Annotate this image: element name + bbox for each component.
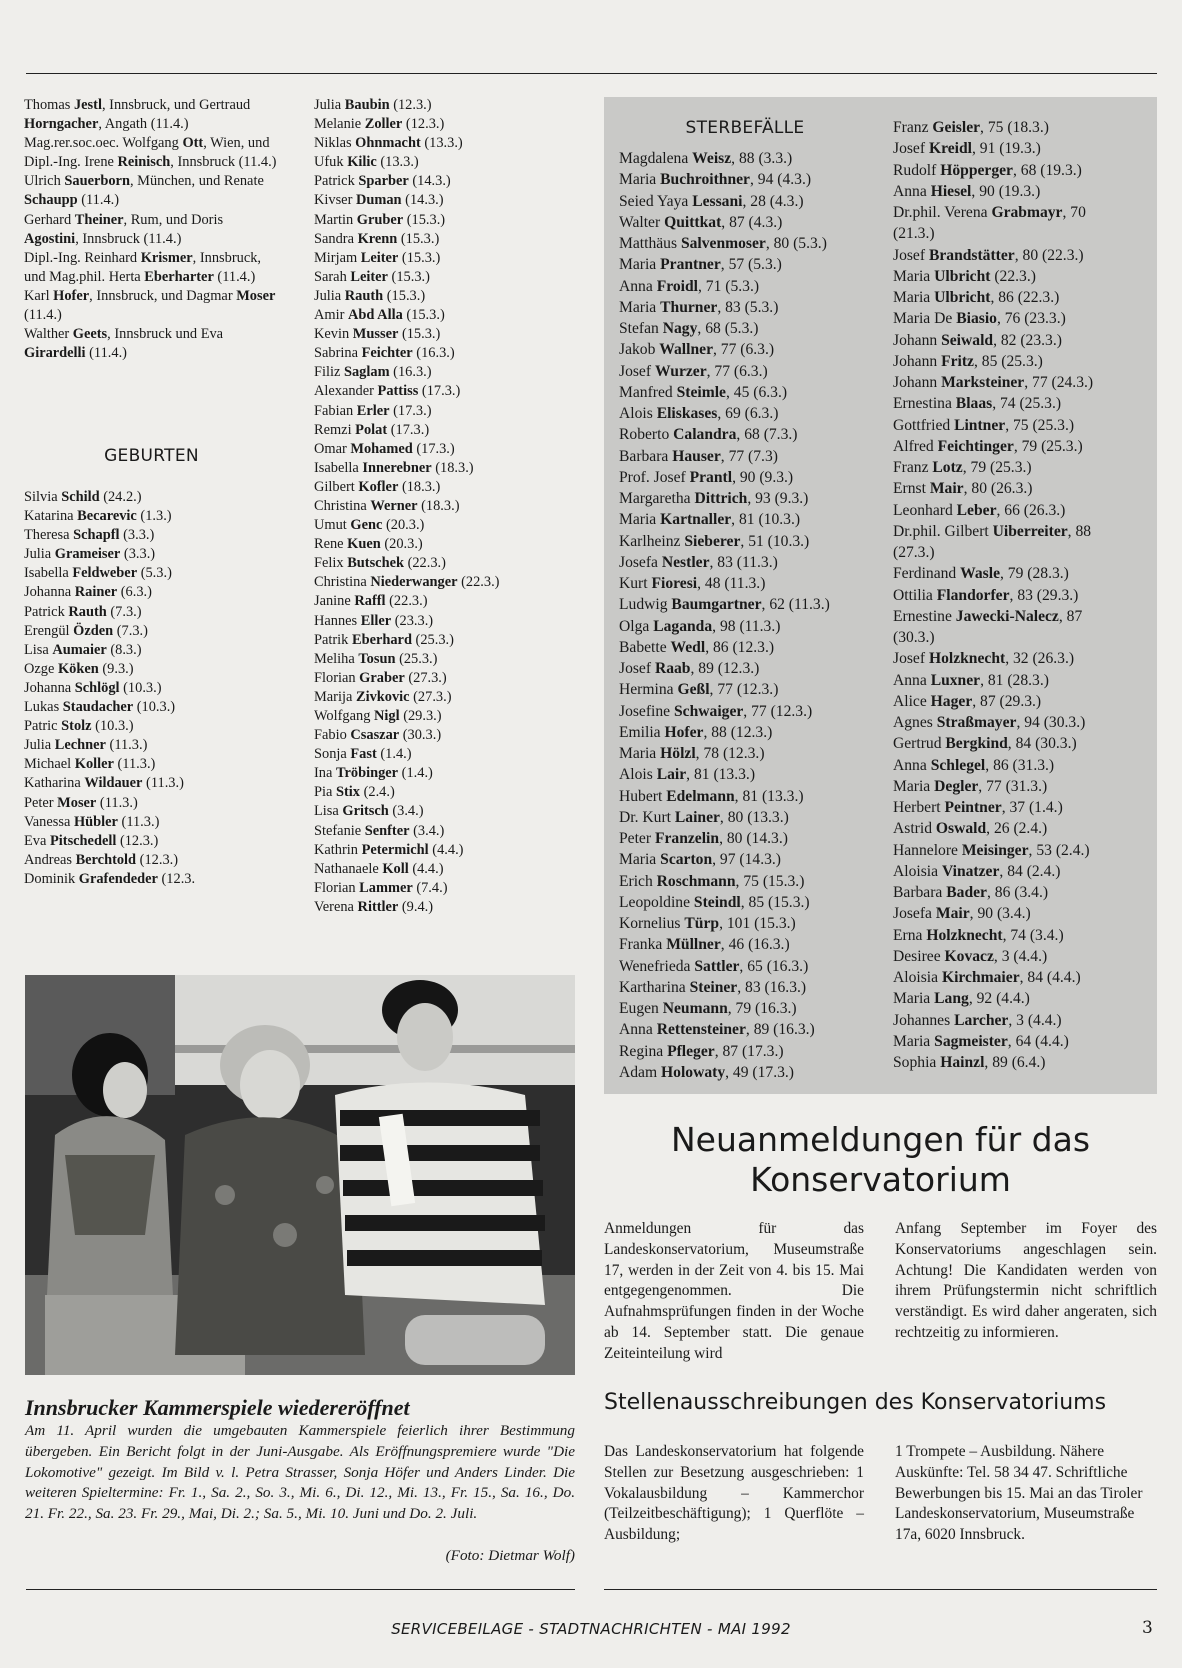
death-entry: Dr.phil. Gilbert Uiberreiter, 88 (893, 522, 1092, 540)
death-entry: Franz Lotz, 79 (25.3.) (893, 459, 1032, 476)
birth-entry: Remzi Polat (17.3.) (314, 421, 430, 438)
death-entry: Erich Roschmann, 75 (15.3.) (619, 872, 805, 890)
death-entry: Emilia Hofer, 88 (12.3.) (619, 723, 773, 741)
death-entry: Josef Brandstätter, 80 (22.3.) (893, 246, 1084, 264)
death-entry: (27.3.) (893, 544, 935, 561)
death-entry: Maria Hölzl, 78 (12.3.) (619, 745, 765, 762)
birth-entry: Vanessa Hübler (11.3.) (24, 813, 160, 830)
birth-entry: Fabio Csaszar (30.3.) (314, 727, 442, 744)
death-entry: Matthäus Salvenmoser, 80 (5.3.) (619, 235, 827, 252)
registration-heading (604, 1120, 1157, 1200)
birth-entry: Christina Werner (18.3.) (314, 497, 460, 514)
death-entry: Rudolf Höpperger, 68 (19.3.) (893, 161, 1082, 179)
birth-entry: Janine Raffl (22.3.) (314, 593, 428, 610)
death-entry: Babette Wedl, 86 (12.3.) (619, 638, 775, 656)
deaths-list-2 (893, 117, 1155, 1073)
death-entry: Hubert Edelmann, 81 (13.3.) (619, 787, 804, 805)
birth-entry: Florian Lammer (7.4.) (314, 879, 448, 896)
birth-entry: Hannes Eller (23.3.) (314, 612, 434, 629)
birth-entry: Erengül Özden (7.3.) (24, 622, 148, 639)
death-entry: Aloisia Vinatzer, 84 (2.4.) (893, 862, 1061, 880)
death-entry: Jakob Wallner, 77 (6.3.) (619, 341, 775, 359)
death-entry: Anna Froidl, 71 (5.3.) (619, 277, 760, 295)
registration-text-1: Anmeldungen für das Landeskonservatorium, Museumstraße 17, werden in der Zeit von 4. bis 15. Mai entgegengenommen. Die Aufnahmsprüfungen finden in der Woche ab 14. September statt. Die genaue Zeiteinteilung wird (604, 1220, 864, 1362)
death-entry: Astrid Oswald, 26 (2.4.) (893, 820, 1048, 838)
birth-entry: Christina Niederwanger (22.3.) (314, 574, 500, 591)
birth-entry: Eva Pitschedell (12.3.) (24, 832, 159, 849)
birth-entry: Fabian Erler (17.3.) (314, 402, 432, 419)
death-entry: Maria Degler, 77 (31.3.) (893, 777, 1048, 795)
death-entry: Maria Thurner, 83 (5.3.) (619, 298, 779, 316)
death-entry: Maria De Biasio, 76 (23.3.) (893, 310, 1066, 328)
jobs-heading: Stellenausschreibungen des Konservatoriums (604, 1390, 1107, 1415)
death-entry: Kurt Fioresi, 48 (11.3.) (619, 575, 766, 592)
birth-entry: Katharina Wildauer (11.3.) (24, 775, 184, 792)
birth-entry: Patric Stolz (10.3.) (24, 718, 134, 735)
death-entry: Ottilia Flandorfer, 83 (29.3.) (893, 586, 1079, 604)
birth-entry: Florian Graber (27.3.) (314, 669, 447, 686)
death-entry: Maria Buchroithner, 94 (4.3.) (619, 171, 812, 189)
death-entry: (21.3.) (893, 225, 935, 243)
births-list-2 (314, 96, 594, 917)
birth-entry: Dominik Grafendeder (12.3. (24, 870, 196, 887)
birth-entry: Andreas Berchtold (12.3.) (24, 851, 179, 868)
birth-entry: Kevin Musser (15.3.) (314, 326, 441, 343)
birth-entry: Pia Stix (2.4.) (314, 784, 395, 801)
death-entry: Maria Lang, 92 (4.4.) (893, 990, 1030, 1008)
birth-entry: Sonja Fast (1.4.) (314, 746, 412, 763)
birth-entry: Julia Lechner (11.3.) (24, 737, 148, 754)
birth-entry: Filiz Saglam (16.3.) (314, 364, 432, 381)
birth-entry: Nathanaele Koll (4.4.) (314, 860, 444, 877)
death-entry: Anna Hiesel, 90 (19.3.) (893, 182, 1041, 200)
death-entry: Aloisia Kirchmaier, 84 (4.4.) (893, 969, 1081, 986)
birth-entry: Silvia Schild (24.2.) (24, 489, 142, 505)
death-entry: Ernestina Blaas, 74 (25.3.) (893, 395, 1062, 413)
birth-entry: Umut Genc (20.3.) (314, 517, 425, 534)
birth-entry: Sandra Krenn (15.3.) (314, 230, 440, 247)
birth-entry: Niklas Ohnmacht (13.3.) (314, 135, 463, 152)
death-entry: (30.3.) (893, 629, 935, 646)
birth-entry: Meliha Tosun (25.3.) (314, 650, 438, 667)
birth-entry: Lisa Aumaier (8.3.) (24, 641, 142, 658)
birth-entry: Melanie Zoller (12.3.) (314, 116, 445, 133)
birth-entry: Ufuk Kilic (13.3.) (314, 154, 419, 171)
death-entry: Manfred Steimle, 45 (6.3.) (619, 383, 788, 401)
death-entry: Ferdinand Wasle, 79 (28.3.) (893, 565, 1069, 583)
page-footer: SERVICEBEILAGE - STADTNACHRICHTEN - MAI 1992 (391, 1620, 791, 1638)
death-entry: Herbert Peintner, 37 (1.4.) (893, 799, 1063, 816)
death-entry: Maria Prantner, 57 (5.3.) (619, 256, 782, 274)
death-entry: Anna Luxner, 81 (28.3.) (893, 671, 1049, 689)
birth-entry: Katarina Becarevic (1.3.) (24, 508, 172, 525)
death-entry: Wenefrieda Sattler, 65 (16.3.) (619, 957, 809, 975)
death-entry: Dr.phil. Verena Grabmayr, 70 (893, 204, 1086, 221)
birth-entry: Peter Moser (11.3.) (24, 794, 138, 811)
death-entry: Maria Ulbricht (22.3.) (893, 267, 1036, 285)
death-entry: Desiree Kovacz, 3 (4.4.) (893, 947, 1048, 965)
death-entry: Eugen Neumann, 79 (16.3.) (619, 1000, 797, 1017)
births-list-1 (24, 488, 284, 889)
death-entry: Erna Holzknecht, 74 (3.4.) (893, 926, 1064, 944)
death-entry: Josefa Mair, 90 (3.4.) (893, 905, 1031, 923)
birth-entry: Omar Mohamed (17.3.) (314, 440, 455, 457)
death-entry: Prof. Josef Prantl, 90 (9.3.) (619, 468, 794, 486)
birth-entry: Wolfgang Nigl (29.3.) (314, 708, 442, 724)
death-entry: Maria Ulbricht, 86 (22.3.) (893, 289, 1060, 306)
birth-entry: Isabella Innerebner (18.3.) (314, 459, 474, 476)
birth-entry: Johanna Schlögl (10.3.) (24, 679, 162, 696)
birth-entry: Julia Grameiser (3.3.) (24, 546, 156, 563)
birth-entry: Johanna Rainer (6.3.) (24, 584, 152, 601)
death-entry: Hannelore Meisinger, 53 (2.4.) (893, 841, 1090, 859)
death-entry: Ludwig Baumgartner, 62 (11.3.) (619, 596, 830, 614)
photo-caption-body: Am 11. April wurden die umgebauten Kammerspiele feierlich ihrer Bestimmung übergeben. Ein Bericht folgt in der Juni-Ausgabe. Als Eröffnungspremiere wurde "Die Lokomotive" gezeigt. Im Bild v. l. Petra Strasser, Sonja Höfer und Anders Linder. Die weiteren Spieltermine: Fr. 1., Sa. 2., So. 3., Mi. 6., Di. 12., Mi. 13., Fr. 15., Sa. 16., Do. 21. Fr. 22., Sa. 23. Fr. 29., Mai, Di. 2.; Sa. 5., Mi. 10. Juni und Do. 2. Juli. (25, 1422, 575, 1523)
death-entry: Hermina Geßl, 77 (12.3.) (619, 681, 779, 699)
birth-entry: Ina Tröbinger (1.4.) (314, 765, 433, 782)
death-entry: Alois Lair, 81 (13.3.) (619, 766, 756, 784)
death-entry: Josef Wurzer, 77 (6.3.) (619, 362, 768, 380)
death-entry: Maria Scarton, 97 (14.3.) (619, 851, 781, 869)
wedding-entry: Thomas Jestl, Innsbruck, und Gertraud Horngacher, Angath (11.4.) (24, 97, 251, 133)
death-entry: Johann Fritz, 85 (25.3.) (893, 352, 1043, 370)
birth-entry: Verena Rittler (9.4.) (314, 898, 434, 915)
birth-entry: Kathrin Petermichl (4.4.) (314, 841, 464, 858)
birth-entry: Patrick Sparber (14.3.) (314, 173, 451, 190)
birth-entry: Theresa Schapfl (3.3.) (24, 527, 155, 544)
death-entry: Walter Quittkat, 87 (4.3.) (619, 213, 783, 231)
birth-entry: Patrik Eberhard (25.3.) (314, 631, 454, 648)
birth-entry: Lukas Staudacher (10.3.) (24, 699, 176, 716)
death-entry: Johann Marksteiner, 77 (24.3.) (893, 374, 1094, 391)
top-rule (26, 73, 1157, 74)
birth-entry: Amir Abd Alla (15.3.) (314, 307, 445, 324)
death-entry: Johann Seiwald, 82 (23.3.) (893, 331, 1062, 349)
death-entry: Josef Kreidl, 91 (19.3.) (893, 140, 1041, 158)
birth-entry: Julia Baubin (12.3.) (314, 97, 432, 113)
birth-entry: Mirjam Leiter (15.3.) (314, 249, 441, 266)
death-entry: Barbara Bader, 86 (3.4.) (893, 884, 1049, 901)
death-entry: Magdalena Weisz, 88 (3.3.) (619, 150, 793, 167)
death-entry: Kornelius Türp, 101 (15.3.) (619, 915, 796, 932)
death-entry: Josef Holzknecht, 32 (26.3.) (893, 650, 1075, 668)
death-entry: Ernst Mair, 80 (26.3.) (893, 480, 1033, 498)
death-entry: Maria Sagmeister, 64 (4.4.) (893, 1032, 1069, 1050)
death-entry: Josefine Schwaiger, 77 (12.3.) (619, 702, 813, 720)
death-entry: Leopoldine Steindl, 85 (15.3.) (619, 893, 810, 911)
birth-entry: Ozge Köken (9.3.) (24, 660, 134, 677)
registration-text-2: Anfang September im Foyer des Konservatoriums angeschlagen sein. Achtung! Die Kandidaten werden von ihrem Prüfungstermin nicht schriftlich verständigt. Es wird daher angeraten, sich rechtzeitig zu informieren. (895, 1220, 1157, 1341)
death-entry: Kartharina Steiner, 83 (16.3.) (619, 978, 807, 996)
registration-heading-line2: Konservatorium (750, 1160, 1011, 1199)
bottom-rule-left (26, 1589, 575, 1590)
death-entry: Gertrud Bergkind, 84 (30.3.) (893, 735, 1077, 753)
jobs-text-2: 1 Trompete – Ausbildung. Nähere Auskünfte: Tel. 58 34 47. Schriftliche Bewerbungen bis 15. Mai an das Tiroler Landeskonservatorium, Museumstraße 17a, 6020 Innsbruck. (895, 1443, 1143, 1544)
death-entry: Karlheinz Sieberer, 51 (10.3.) (619, 532, 810, 550)
photo-credit: (Foto: Dietmar Wolf) (445, 1547, 575, 1564)
birth-entry: Lisa Gritsch (3.4.) (314, 803, 424, 820)
birth-entry: Sarah Leiter (15.3.) (314, 268, 430, 285)
birth-entry: Marija Zivkovic (27.3.) (314, 688, 452, 705)
death-entry: Barbara Hauser, 77 (7.3) (619, 447, 778, 465)
registration-heading-line1: Neuanmeldungen für das (670, 1120, 1091, 1159)
birth-entry: Michael Koller (11.3.) (24, 756, 156, 773)
death-entry: Franz Geisler, 75 (18.3.) (893, 119, 1049, 136)
death-entry: Agnes Straßmayer, 94 (30.3.) (893, 714, 1086, 731)
page-number: 3 (1142, 1618, 1153, 1638)
jobs-text-1: Das Landeskonservatorium hat folgende Stellen zur Besetzung ausgeschrieben: 1 Vokalausbildung – Kammerchor (Teilzeitbeschäftigung); 1 Querflöte – Ausbildung; (604, 1443, 864, 1544)
weddings-list (24, 96, 279, 363)
deaths-list-1 (619, 148, 889, 1083)
birth-entry: Gilbert Kofler (18.3.) (314, 478, 441, 495)
death-entry: Johannes Larcher, 3 (4.4.) (893, 1011, 1062, 1029)
wedding-entry: Gerhard Theiner, Rum, und Doris Agostini, Innsbruck (11.4.) (24, 211, 224, 247)
wedding-entry: Walther Geets, Innsbruck und Eva Girardelli (11.4.) (24, 326, 224, 362)
death-entry: Franka Müllner, 46 (16.3.) (619, 936, 790, 954)
death-entry: Adam Holowaty, 49 (17.3.) (619, 1063, 794, 1081)
bottom-rule-right (604, 1589, 1157, 1590)
birth-entry: Patrick Rauth (7.3.) (24, 603, 142, 620)
death-entry: Olga Laganda, 98 (11.3.) (619, 617, 781, 635)
death-entry: Dr. Kurt Lainer, 80 (13.3.) (619, 808, 789, 826)
birth-entry: Stefanie Senfter (3.4.) (314, 822, 445, 839)
death-entry: Seied Yaya Lessani, 28 (4.3.) (619, 192, 804, 210)
wedding-entry: Mag.rer.soc.oec. Wolfgang Ott, Wien, und Dipl.-Ing. Irene Reinisch, Innsbruck (11.4.) (24, 135, 277, 171)
death-entry: Gottfried Lintner, 75 (25.3.) (893, 416, 1075, 434)
wedding-entry: Karl Hofer, Innsbruck, und Dagmar Moser (11.4.) (24, 287, 276, 324)
death-entry: Sophia Hainzl, 89 (6.4.) (893, 1054, 1046, 1071)
death-entry: Alois Eliskases, 69 (6.3.) (619, 405, 779, 422)
death-entry: Josefa Nestler, 83 (11.3.) (619, 553, 778, 571)
death-entry: Roberto Calandra, 68 (7.3.) (619, 426, 798, 444)
birth-entry: Isabella Feldweber (5.3.) (24, 565, 172, 582)
death-entry: Margaretha Dittrich, 93 (9.3.) (619, 490, 809, 507)
wedding-entry: Dipl.-Ing. Reinhard Krismer, Innsbruck, und Mag.phil. Herta Eberharter (11.4.) (24, 249, 261, 285)
birth-entry: Julia Rauth (15.3.) (314, 287, 426, 304)
birth-entry: Kivser Duman (14.3.) (314, 192, 444, 209)
births-heading: GEBURTEN (104, 446, 199, 466)
theatre-photo (25, 975, 575, 1375)
photo-caption-title: Innsbrucker Kammerspiele wiedereröffnet (25, 1395, 410, 1420)
wedding-entry: Ulrich Sauerborn, München, und Renate Schaupp (11.4.) (24, 173, 264, 209)
birth-entry: Sabrina Feichter (16.3.) (314, 345, 455, 362)
birth-entry: Felix Butschek (22.3.) (314, 555, 446, 572)
deaths-heading: STERBEFÄLLE (685, 118, 805, 138)
death-entry: Stefan Nagy, 68 (5.3.) (619, 320, 759, 337)
death-entry: Ernestine Jawecki-Nalecz, 87 (893, 607, 1083, 625)
death-entry: Anna Rettensteiner, 89 (16.3.) (619, 1021, 815, 1039)
death-entry: Leonhard Leber, 66 (26.3.) (893, 501, 1066, 519)
birth-entry: Rene Kuen (20.3.) (314, 536, 423, 553)
death-entry: Regina Pfleger, 87 (17.3.) (619, 1042, 784, 1060)
birth-entry: Martin Gruber (15.3.) (314, 211, 446, 228)
death-entry: Alice Hager, 87 (29.3.) (893, 692, 1042, 710)
death-entry: Josef Raab, 89 (12.3.) (619, 660, 760, 677)
death-entry: Alfred Feichtinger, 79 (25.3.) (893, 437, 1083, 455)
death-entry: Peter Franzelin, 80 (14.3.) (619, 830, 788, 847)
death-entry: Anna Schlegel, 86 (31.3.) (893, 756, 1055, 774)
death-entry: Maria Kartnaller, 81 (10.3.) (619, 511, 801, 529)
birth-entry: Alexander Pattiss (17.3.) (314, 383, 461, 400)
